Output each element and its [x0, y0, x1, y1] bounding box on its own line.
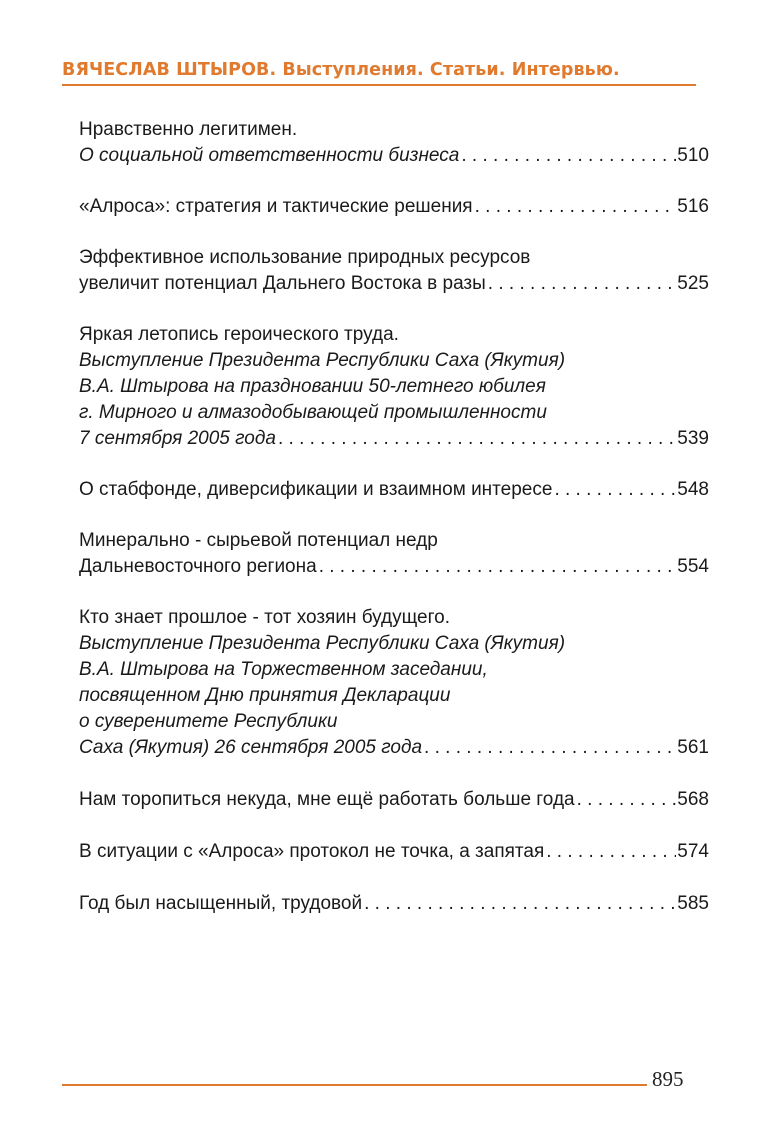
toc-entry-line [79, 631, 709, 657]
toc-entry-title: Яркая летопись героического труда. [79, 324, 399, 345]
toc-entry-line [79, 605, 709, 631]
toc-entry [79, 891, 709, 917]
toc-entry-subtitle: Выступление Президента Республики Саха (Якутия) [79, 633, 566, 654]
toc-entry-subtitle: посвященном Дню принятия Декларации [79, 685, 451, 706]
dot-leader [554, 477, 676, 503]
toc-page-number: 561 [677, 737, 709, 758]
toc-entry-subtitle: Саха (Якутия) 26 сентября 2005 года [79, 737, 423, 758]
toc-entry-title: О стабфонде, диверсификации и взаимном интересе [79, 479, 553, 500]
dot-leader [546, 839, 676, 865]
toc-entry-line [79, 554, 709, 580]
toc-entry-line [79, 426, 709, 452]
toc-entry-title: Нравственно легитимен. [79, 119, 298, 140]
toc-entry-line [79, 657, 709, 683]
toc-entry [79, 528, 709, 580]
toc-page-number: 510 [677, 145, 709, 166]
toc-entry-title: Нам торопиться некуда, мне ещё работать больше года [79, 789, 575, 810]
toc-entry-line [79, 891, 709, 917]
page-number: 895 [652, 1067, 684, 1091]
dot-leader [364, 891, 676, 917]
toc-entry-line [79, 477, 709, 503]
table-of-contents [79, 117, 709, 917]
toc-entry-line [79, 194, 709, 220]
dot-leader [488, 271, 677, 297]
toc-entry-line [79, 271, 709, 297]
toc-page-number: 539 [677, 428, 709, 449]
footer-rule [62, 1084, 647, 1086]
toc-entry-line [79, 839, 709, 865]
toc-entry-line [79, 348, 709, 374]
toc-entry-line [79, 245, 709, 271]
toc-entry-subtitle: г. Мирного и алмазодобывающей промышленности [79, 402, 547, 423]
toc-entry-subtitle: В.А. Штырова на Торжественном заседании, [79, 659, 488, 680]
toc-entry [79, 787, 709, 813]
toc-entry-title: Кто знает прошлое - тот хозяин будущего. [79, 607, 450, 628]
toc-entry-line [79, 735, 709, 761]
dot-leader [577, 787, 677, 813]
toc-entry-line [79, 400, 709, 426]
toc-entry-subtitle: В.А. Штырова на праздновании 50-летнего юбилея [79, 376, 546, 397]
toc-entry-subtitle: 7 сентября 2005 года [79, 428, 276, 449]
toc-entry [79, 245, 709, 297]
toc-page-number: 548 [677, 479, 709, 500]
dot-leader [424, 735, 676, 761]
toc-entry [79, 839, 709, 865]
dot-leader [319, 554, 677, 580]
toc-entry [79, 194, 709, 220]
toc-page-number: 554 [677, 556, 709, 577]
toc-entry [79, 605, 709, 761]
toc-page-number: 516 [677, 196, 709, 217]
toc-entry-title: В ситуации с «Алроса» протокол не точка, а запятая [79, 841, 545, 862]
toc-entry [79, 322, 709, 452]
toc-entry-line [79, 683, 709, 709]
toc-entry-subtitle: Выступление Президента Республики Саха (Якутия) [79, 350, 566, 371]
running-header: ВЯЧЕСЛАВ ШТЫРОВ. Выступления. Статьи. Интервью. [62, 60, 696, 86]
toc-entry-line [79, 528, 709, 554]
dot-leader [461, 143, 676, 169]
toc-entry-line [79, 787, 709, 813]
toc-entry-title: Эффективное использование природных ресурсов [79, 247, 531, 268]
dot-leader [475, 194, 677, 220]
toc-entry-title: «Алроса»: стратегия и тактические решения [79, 196, 473, 217]
toc-entry-title: Минерально - сырьевой потенциал недр [79, 530, 438, 551]
toc-entry-title: Год был насыщенный, трудовой [79, 893, 363, 914]
toc-entry-line [79, 117, 709, 143]
toc-entry-line [79, 374, 709, 400]
toc-entry-line [79, 143, 709, 169]
dot-leader [278, 426, 676, 452]
toc-entry [79, 477, 709, 503]
toc-entry-title: Дальневосточного региона [79, 556, 317, 577]
toc-entry [79, 117, 709, 169]
toc-entry-line [79, 322, 709, 348]
toc-entry-subtitle: О социальной ответственности бизнеса [79, 145, 460, 166]
toc-page-number: 568 [677, 789, 709, 810]
toc-entry-subtitle: о суверенитете Республики [79, 711, 338, 732]
toc-entry-title: увеличит потенциал Дальнего Востока в разы [79, 273, 486, 294]
toc-page-number: 585 [677, 893, 709, 914]
toc-page-number: 525 [677, 273, 709, 294]
toc-entry-line [79, 709, 709, 735]
toc-page-number: 574 [677, 841, 709, 862]
